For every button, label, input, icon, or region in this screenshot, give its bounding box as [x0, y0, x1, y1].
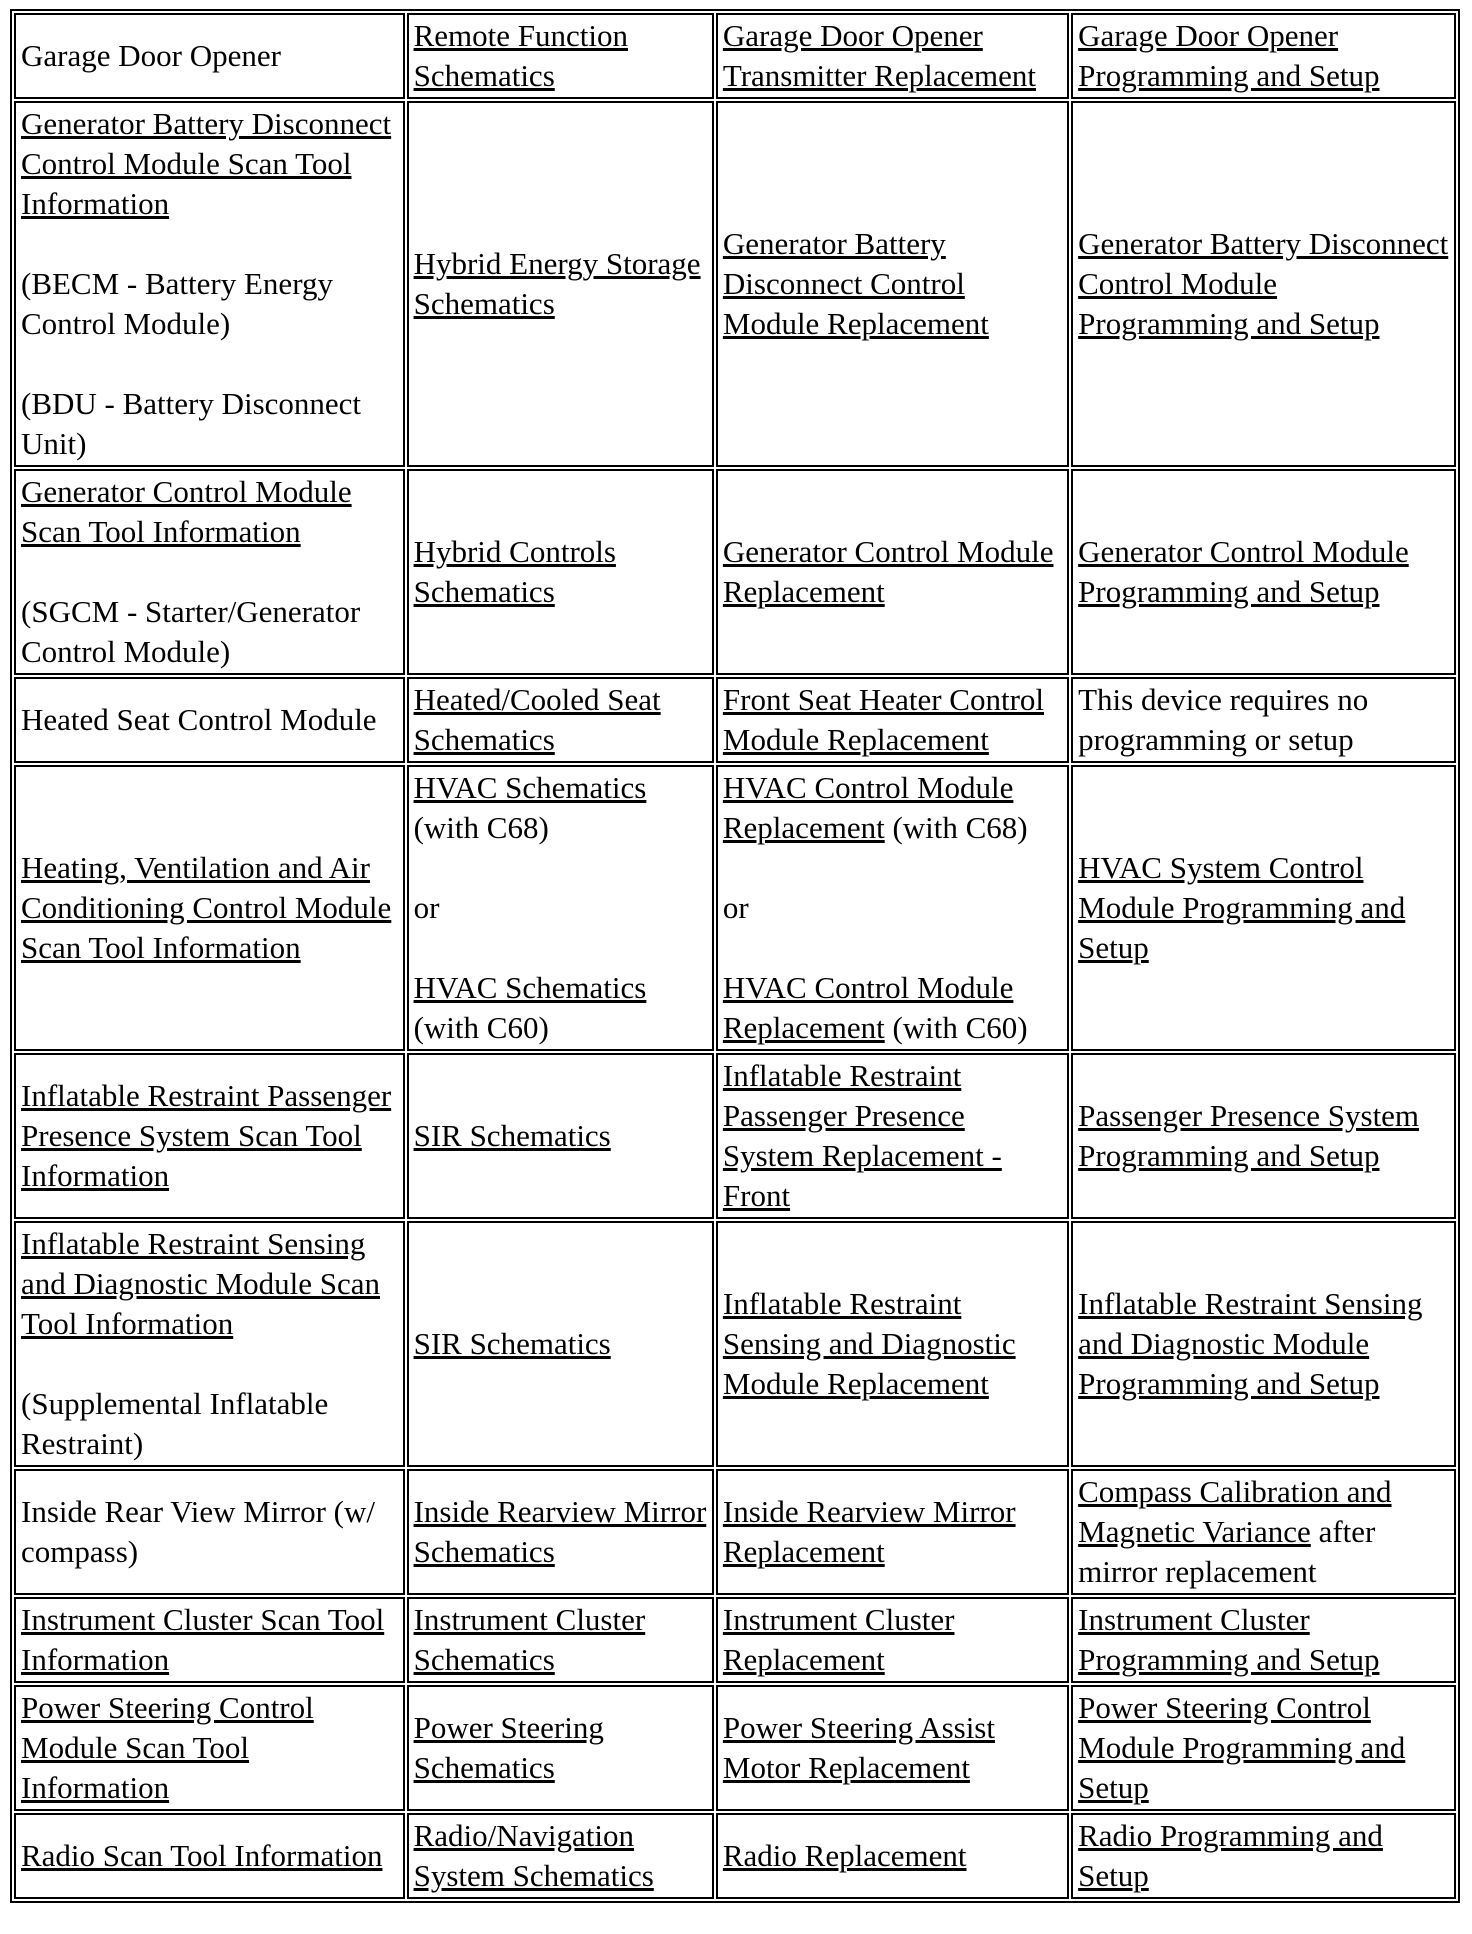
cell-paragraph — [1078, 1472, 1449, 1592]
table-row — [14, 1597, 1456, 1683]
table-cell — [407, 101, 714, 467]
cell-paragraph — [414, 680, 707, 760]
table-cell — [1071, 1597, 1456, 1683]
table-cell — [407, 1597, 714, 1683]
doc-link[interactable]: Power Steering Schematics — [413, 1710, 604, 1785]
table-cell — [407, 1813, 714, 1899]
cell-paragraph — [414, 1816, 707, 1896]
cell-paragraph — [723, 16, 1062, 96]
table-cell — [1071, 13, 1456, 99]
table-cell — [407, 1469, 714, 1595]
doc-link[interactable]: Hybrid Controls Schematics — [413, 534, 616, 609]
table-cell — [716, 1685, 1069, 1811]
cell-paragraph — [21, 1224, 398, 1344]
cell-paragraph — [723, 768, 1062, 848]
cell-paragraph — [414, 532, 707, 612]
table-row — [14, 101, 1456, 467]
cell-paragraph — [1078, 680, 1449, 760]
doc-link[interactable]: SIR Schematics — [413, 1326, 611, 1361]
table-cell — [716, 677, 1069, 763]
cell-paragraph — [21, 1836, 398, 1876]
cell-paragraph — [1078, 16, 1449, 96]
table-cell — [14, 1813, 405, 1899]
doc-link[interactable]: Heated/Cooled Seat Schematics — [413, 682, 661, 757]
cell-paragraph — [21, 36, 398, 76]
cell-paragraph — [21, 700, 398, 740]
cell-paragraph — [723, 1600, 1062, 1680]
doc-link[interactable]: HVAC Control Module Replacement — [722, 770, 1014, 845]
table-row — [14, 1685, 1456, 1811]
doc-link[interactable]: Inside Rearview Mirror Replacement — [722, 1494, 1016, 1569]
cell-text: (SGCM - Starter/Generator Control Module) — [21, 594, 361, 669]
cell-paragraph — [414, 16, 707, 96]
cell-paragraph — [414, 1708, 707, 1788]
doc-link[interactable]: Inside Rearview Mirror Schematics — [413, 1494, 707, 1569]
table-cell — [716, 101, 1069, 467]
table-cell — [1071, 677, 1456, 763]
cell-text: (Supplemental Inflatable Restraint) — [21, 1386, 329, 1461]
table-cell — [407, 469, 714, 675]
cell-paragraph — [21, 1492, 398, 1572]
cell-paragraph — [723, 1836, 1062, 1876]
cell-paragraph — [723, 1708, 1062, 1788]
doc-link[interactable]: Radio Scan Tool Information — [21, 1838, 383, 1873]
service-procedures-table — [10, 9, 1460, 1903]
table-cell — [1071, 1221, 1456, 1467]
cell-paragraph — [1078, 848, 1449, 968]
doc-link[interactable]: Inflatable Restraint Sensing and Diagnostic Module Programming and Setup — [1078, 1286, 1423, 1401]
table-cell — [407, 677, 714, 763]
cell-paragraph — [414, 968, 707, 1048]
cell-paragraph — [1078, 1816, 1449, 1896]
doc-link[interactable]: HVAC Control Module Replacement — [722, 970, 1014, 1045]
cell-text: (with C68) — [884, 810, 1028, 845]
table-cell — [716, 13, 1069, 99]
table-cell — [716, 1053, 1069, 1219]
doc-link[interactable]: HVAC Schematics — [413, 970, 647, 1005]
table-cell — [14, 1597, 405, 1683]
table-row — [14, 1053, 1456, 1219]
table-cell — [14, 13, 405, 99]
doc-link[interactable]: Generator Battery Disconnect Control Module Replacement — [722, 226, 989, 341]
cell-text: (BECM - Battery Energy Control Module) — [21, 266, 333, 341]
doc-link[interactable]: SIR Schematics — [413, 1118, 611, 1153]
cell-paragraph — [414, 244, 707, 324]
doc-link[interactable]: Passenger Presence System Programming and Setup — [1078, 1098, 1420, 1173]
doc-link[interactable]: Hybrid Energy Storage Schematics — [413, 246, 701, 321]
table-row — [14, 13, 1456, 99]
doc-link[interactable]: Garage Door Opener Programming and Setup — [1078, 18, 1380, 93]
cell-text: (with C68) — [413, 810, 549, 845]
cell-paragraph — [723, 1056, 1062, 1216]
table-cell — [407, 1685, 714, 1811]
cell-text: (BDU - Battery Disconnect Unit) — [21, 386, 362, 461]
cell-paragraph — [723, 532, 1062, 612]
table-cell — [1071, 1469, 1456, 1595]
table-cell — [14, 1053, 405, 1219]
table-cell — [716, 469, 1069, 675]
cell-paragraph — [414, 888, 707, 928]
doc-link[interactable]: Inflatable Restraint Passenger Presence System Scan Tool Information — [21, 1078, 392, 1193]
table-cell — [1071, 469, 1456, 675]
cell-text: or — [413, 890, 440, 925]
table-row — [14, 1469, 1456, 1595]
cell-text: (with C60) — [413, 1010, 549, 1045]
cell-paragraph — [723, 224, 1062, 344]
cell-paragraph — [414, 1324, 707, 1364]
doc-link[interactable]: Remote Function Schematics — [413, 18, 628, 93]
cell-paragraph — [723, 1492, 1062, 1572]
service-table-body — [14, 13, 1456, 1899]
doc-link[interactable]: HVAC Schematics — [413, 770, 647, 805]
cell-paragraph — [21, 1600, 398, 1680]
doc-link[interactable]: Compass Calibration and Magnetic Variance — [1078, 1474, 1392, 1549]
doc-link[interactable]: Generator Battery Disconnect Control Module Scan Tool Information — [21, 106, 392, 221]
cell-text: Garage Door Opener — [21, 38, 281, 73]
doc-link[interactable]: Power Steering Control Module Scan Tool Information — [21, 1690, 314, 1805]
doc-link[interactable]: Front Seat Heater Control Module Replacement — [722, 682, 1045, 757]
cell-paragraph — [414, 1492, 707, 1572]
table-row — [14, 1813, 1456, 1899]
table-cell — [14, 1221, 405, 1467]
table-cell — [1071, 1053, 1456, 1219]
cell-paragraph — [1078, 1688, 1449, 1808]
cell-paragraph — [21, 1688, 398, 1808]
cell-paragraph — [21, 472, 398, 552]
doc-link[interactable]: Instrument Cluster Scan Tool Information — [21, 1602, 385, 1677]
table-cell — [14, 1685, 405, 1811]
cell-paragraph — [21, 104, 398, 224]
table-cell — [716, 765, 1069, 1051]
doc-link[interactable]: Radio Programming and Setup — [1078, 1818, 1383, 1893]
cell-paragraph — [414, 1116, 707, 1156]
table-cell — [716, 1813, 1069, 1899]
table-cell — [407, 13, 714, 99]
cell-text: This device requires no programming or setup — [1078, 682, 1369, 757]
cell-paragraph — [1078, 532, 1449, 612]
cell-paragraph — [723, 968, 1062, 1048]
cell-text: Inside Rear View Mirror (w/ compass) — [21, 1494, 375, 1569]
table-row — [14, 469, 1456, 675]
doc-link[interactable]: Generator Control Module Scan Tool Information — [21, 474, 352, 549]
doc-link[interactable]: Inflatable Restraint Sensing and Diagnostic Module Replacement — [722, 1286, 1016, 1401]
doc-link[interactable]: Generator Control Module Programming and Setup — [1078, 534, 1409, 609]
doc-link[interactable]: Inflatable Restraint Sensing and Diagnostic Module Scan Tool Information — [21, 1226, 381, 1341]
cell-paragraph — [1078, 1096, 1449, 1176]
doc-link[interactable]: Radio/Navigation System Schematics — [413, 1818, 654, 1893]
table-cell — [14, 765, 405, 1051]
cell-paragraph — [21, 1076, 398, 1196]
cell-paragraph — [723, 680, 1062, 760]
table-row — [14, 1221, 1456, 1467]
table-cell — [14, 1469, 405, 1595]
doc-link[interactable]: Instrument Cluster Programming and Setup — [1078, 1602, 1380, 1677]
cell-paragraph — [21, 264, 398, 344]
doc-link[interactable]: HVAC System Control Module Programming and Setup — [1078, 850, 1406, 965]
doc-link[interactable]: Generator Battery Disconnect Control Module Programming and Setup — [1078, 226, 1449, 341]
table-cell — [1071, 1685, 1456, 1811]
doc-link[interactable]: Inflatable Restraint Passenger Presence System Replacement - Front — [722, 1058, 1002, 1213]
cell-text: or — [722, 890, 749, 925]
doc-link[interactable]: Power Steering Control Module Programming and Setup — [1078, 1690, 1406, 1805]
table-cell — [1071, 765, 1456, 1051]
cell-paragraph — [21, 592, 398, 672]
cell-paragraph — [21, 384, 398, 464]
table-cell — [716, 1597, 1069, 1683]
cell-paragraph — [414, 1600, 707, 1680]
cell-text: after mirror replacement — [1078, 1514, 1376, 1589]
doc-link[interactable]: Garage Door Opener Transmitter Replacement — [722, 18, 1036, 93]
cell-paragraph — [21, 848, 398, 968]
table-cell — [1071, 101, 1456, 467]
cell-paragraph — [21, 1384, 398, 1464]
cell-text: (with C60) — [884, 1010, 1028, 1045]
table-row — [14, 765, 1456, 1051]
doc-link[interactable]: Heating, Ventilation and Air Conditioning Control Module Scan Tool Information — [21, 850, 392, 965]
table-cell — [716, 1221, 1069, 1467]
doc-link[interactable]: Instrument Cluster Replacement — [722, 1602, 955, 1677]
doc-link[interactable]: Instrument Cluster Schematics — [413, 1602, 646, 1677]
table-cell — [14, 101, 405, 467]
cell-paragraph — [414, 768, 707, 848]
table-row — [14, 677, 1456, 763]
doc-link[interactable]: Radio Replacement — [722, 1838, 967, 1873]
table-cell — [716, 1469, 1069, 1595]
cell-paragraph — [1078, 1600, 1449, 1680]
doc-link[interactable]: Generator Control Module Replacement — [722, 534, 1054, 609]
cell-paragraph — [723, 1284, 1062, 1404]
cell-paragraph — [1078, 1284, 1449, 1404]
cell-text: Heated Seat Control Module — [21, 702, 377, 737]
table-cell — [407, 765, 714, 1051]
table-cell — [407, 1053, 714, 1219]
doc-link[interactable]: Power Steering Assist Motor Replacement — [722, 1710, 995, 1785]
table-cell — [14, 677, 405, 763]
table-cell — [407, 1221, 714, 1467]
cell-paragraph — [723, 888, 1062, 928]
cell-paragraph — [1078, 224, 1449, 344]
table-cell — [1071, 1813, 1456, 1899]
table-cell — [14, 469, 405, 675]
